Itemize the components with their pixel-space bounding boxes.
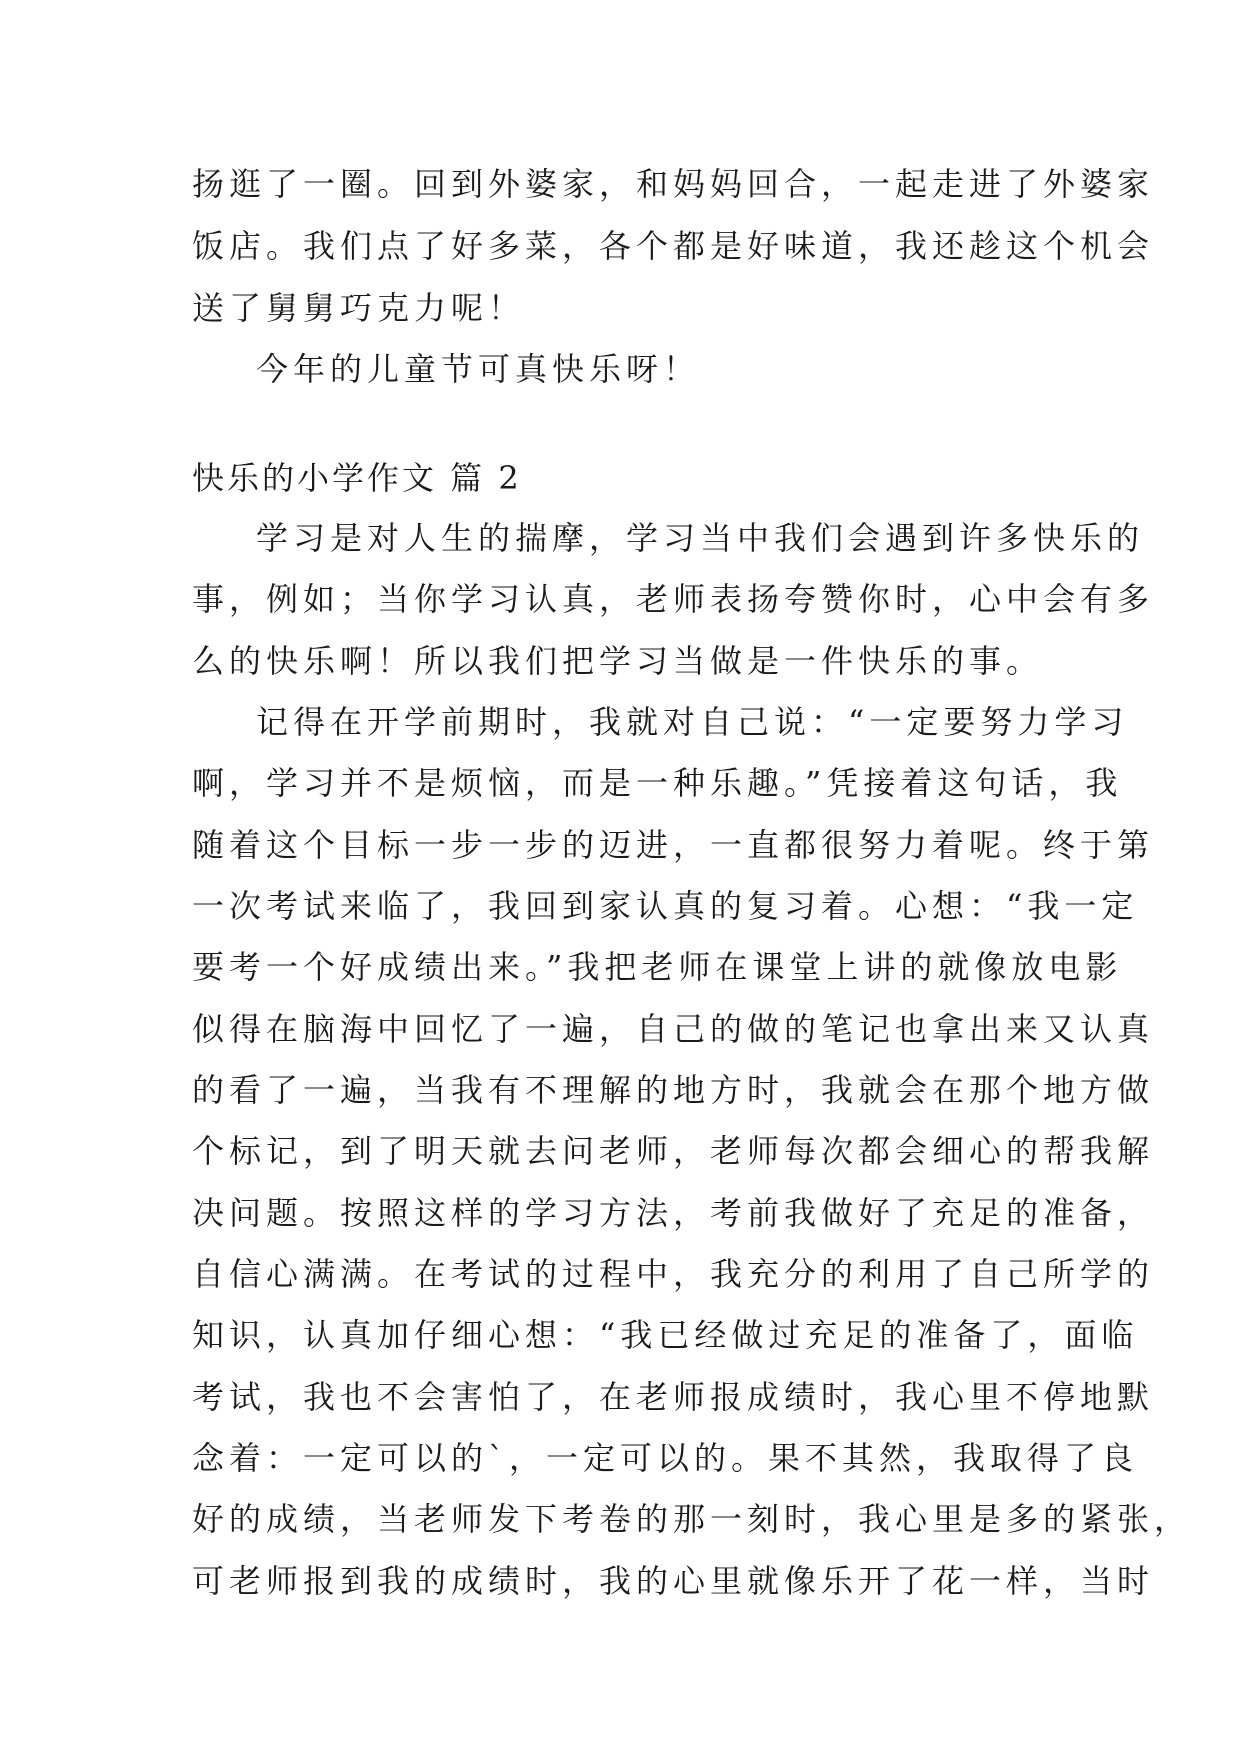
text-line: 学习是对人生的揣摩，学习当中我们会遇到许多快乐的 (256, 519, 1145, 557)
text-line: 饭店。我们点了好多菜，各个都是好味道，我还趁这个机会 (192, 227, 1155, 265)
text-line: 个标记，到了明天就去问老师，老师每次都会细心的帮我解 (192, 1132, 1155, 1170)
text-line: 啊，学习并不是烦恼，而是一种乐趣。”凭接着这句话，我 (192, 764, 1123, 802)
closing-line: 今年的儿童节可真快乐呀！ (256, 350, 701, 388)
text-line: 事，例如；当你学习认真，老师表扬夸赞你时，心中会有多 (192, 580, 1155, 618)
text-line: 要考一个好成绩出来。”我把老师在课堂上讲的就像放电影 (192, 948, 1123, 986)
text-line: 决问题。按照这样的学习方法，考前我做好了充足的准备， (192, 1194, 1155, 1232)
text-line: 知识，认真加仔细心想：“我已经做过充足的准备了，面临 (192, 1316, 1139, 1354)
text-line: 似得在脑海中回忆了一遍，自己的做的笔记也拿出来又认真 (192, 1010, 1155, 1048)
text-line: 考试，我也不会害怕了，在老师报成绩时，我心里不停地默 (192, 1378, 1155, 1416)
text-line: 随着这个目标一步一步的迈进，一直都很努力着呢。终于第 (192, 826, 1155, 864)
text-line: 扬逛了一圈。回到外婆家，和妈妈回合，一起走进了外婆家 (192, 165, 1155, 203)
text-line: 送了舅舅巧克力呢！ (192, 289, 526, 327)
text-line: 记得在开学前期时，我就对自己说：“一定要努力学习 (256, 703, 1129, 741)
text-line: 念着：一定可以的`，一定可以的。果不其然，我取得了良 (192, 1439, 1139, 1477)
section-title: 快乐的小学作文 篇 2 (192, 459, 522, 497)
text-line: 自信心满满。在考试的过程中，我充分的利用了自己所学的 (192, 1255, 1155, 1293)
text-line: 的看了一遍，当我有不理解的地方时，我就会在那个地方做 (192, 1071, 1155, 1109)
text-line: 可老师报到我的成绩时，我的心里就像乐开了花一样，当时 (192, 1562, 1155, 1600)
text-line: 好的成绩，当老师发下考卷的那一刻时，我心里是多的紧张， (192, 1500, 1192, 1538)
text-line: 么的快乐啊！所以我们把学习当做是一件快乐的事。 (192, 642, 1044, 680)
text-line: 一次考试来临了，我回到家认真的复习着。心想：“我一定 (192, 887, 1139, 925)
